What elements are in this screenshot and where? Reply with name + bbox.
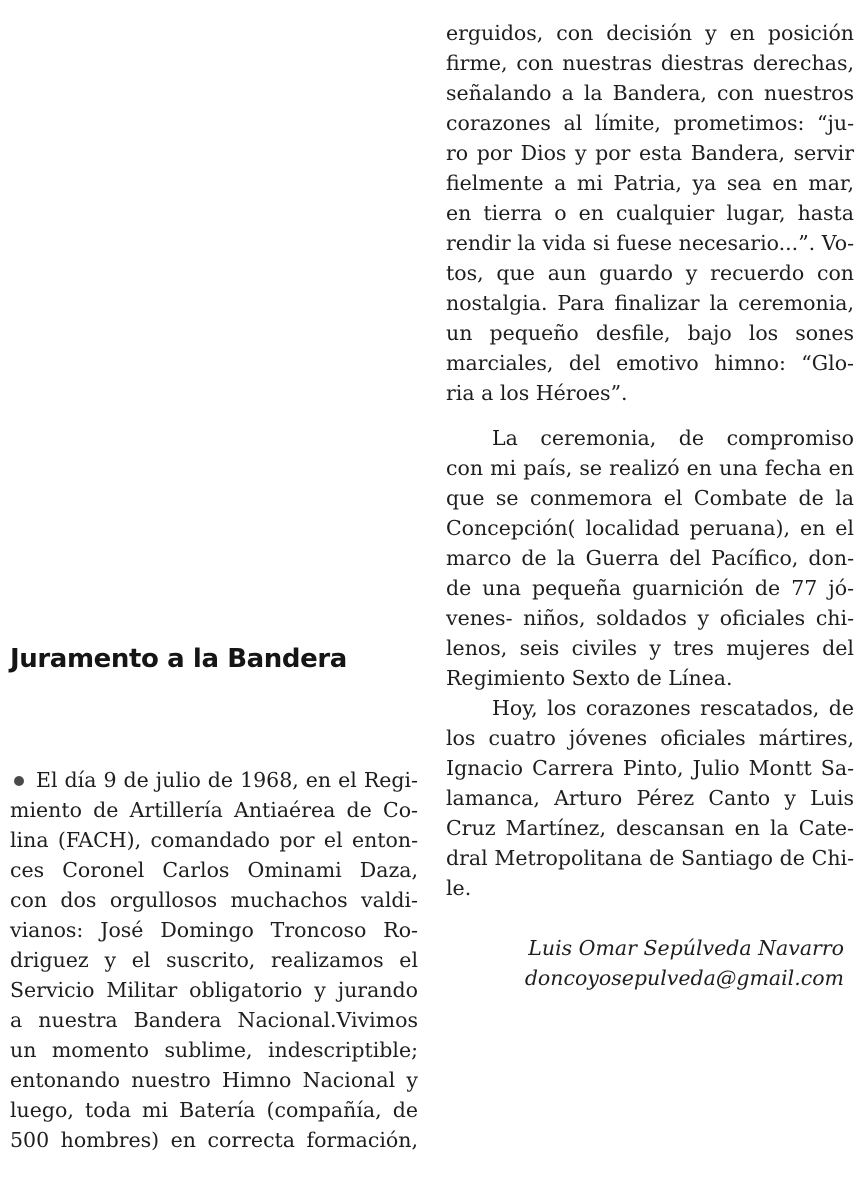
article-headline: Juramento a la Bandera [10,644,347,674]
body-line: erguidos, con decisión y en posición [446,21,854,45]
body-line: El día 9 de julio de 1968, en el Regi- [36,768,418,792]
body-line: lina (FACH), comandado por el enton- [10,828,418,852]
body-line: venes- niños, soldados y oficiales chi- [446,606,854,630]
body-line: lenos, seis civiles y tres mujeres del [446,636,854,660]
body-line: que se conmemora el Combate de la [446,486,854,510]
body-line: nostalgia. Para finalizar la ceremonia, [446,291,854,315]
body-line: a nuestra Bandera Nacional.Vivimos [10,1008,418,1032]
body-line: corazones al límite, prometimos: “ju- [446,111,854,135]
body-line: le. [446,876,472,900]
body-line: un momento sublime, indescriptible; [10,1038,418,1062]
body-line: Cruz Martínez, descansan en la Cate- [446,816,854,840]
body-line: los cuatro jóvenes oficiales mártires, [446,726,854,750]
body-line: vianos: José Domingo Troncoso Ro- [10,918,418,942]
body-line: driguez y el suscrito, realizamos el [10,948,418,972]
body-line: rendir la vida si fuese necesario...”. Vo- [446,231,854,255]
body-line: en tierra o en cualquier lugar, hasta [446,201,854,225]
signature-name: Luis Omar Sepúlveda Navarro [528,936,844,960]
body-line: un pequeño desfile, bajo los sones [446,321,854,345]
body-line: Ignacio Carrera Pinto, Julio Montt Sa- [446,756,854,780]
body-line: con dos orgullosos muchachos valdi- [10,888,418,912]
body-line: Concepción( localidad peruana), en el [446,516,854,540]
body-line: tos, que aun guardo y recuerdo con [446,261,854,285]
body-line: luego, toda mi Batería (compañía, de [10,1098,418,1122]
body-line: Hoy, los corazones rescatados, de [492,696,854,720]
body-line: marciales, del emotivo himno: “Glo- [446,351,854,375]
body-line: ces Coronel Carlos Ominami Daza, [10,858,418,882]
body-line: fielmente a mi Patria, ya sea en mar, [446,171,854,195]
body-line: entonando nuestro Himno Nacional y [10,1068,418,1092]
body-line: señalando a la Bandera, con nuestros [446,81,854,105]
body-line: marco de la Guerra del Pacífico, don- [446,546,854,570]
body-line: de una pequeña guarnición de 77 jó- [446,576,854,600]
body-line: con mi país, se realizó en una fecha en [446,456,854,480]
body-line: ria a los Héroes”. [446,381,628,405]
body-line: Servicio Militar obligatorio y jurando [10,978,418,1002]
body-line: La ceremonia, de compromiso [492,426,854,450]
body-line: 500 hombres) en correcta formación, [10,1128,418,1152]
body-line: lamanca, Arturo Pérez Canto y Luis [446,786,854,810]
body-line: miento de Artillería Antiaérea de Co- [10,798,418,822]
signature-email: doncoyosepulveda@gmail.com [524,966,844,990]
body-line: dral Metropolitana de Santiago de Chi- [446,846,854,870]
body-line: firme, con nuestras diestras derechas, [446,51,854,75]
body-line: Regimiento Sexto de Línea. [446,666,733,690]
body-line: ro por Dios y por esta Bandera, servir [446,141,854,165]
